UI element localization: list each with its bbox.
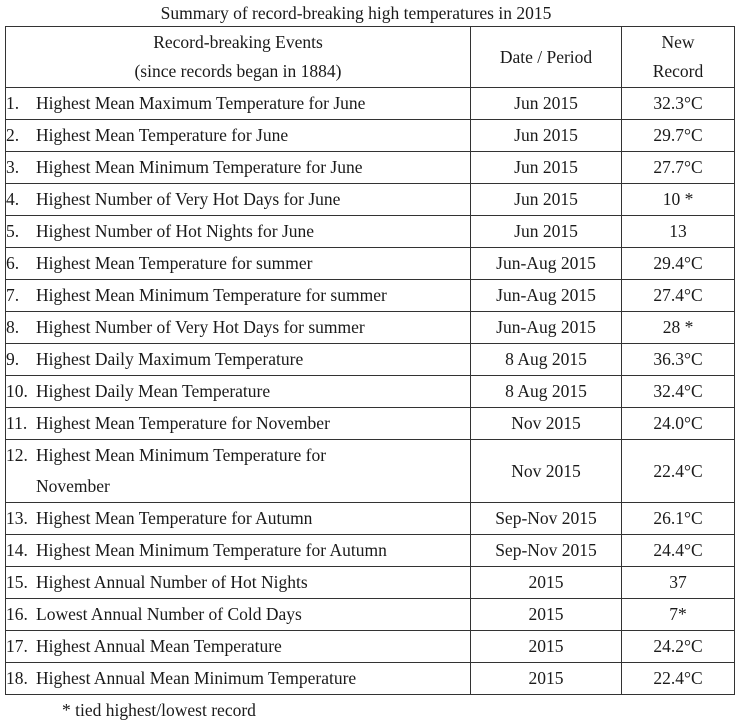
event-cell xyxy=(6,440,471,503)
date-cell: 2015 xyxy=(471,599,622,631)
event-cell xyxy=(6,376,471,408)
record-cell: 22.4°C xyxy=(622,663,735,695)
record-cell: 32.4°C xyxy=(622,376,735,408)
event-label: Highest Annual Mean Minimum Temperature xyxy=(36,668,357,688)
event-cell xyxy=(6,312,471,344)
row-number: 6. xyxy=(6,253,20,273)
row-number: 10. xyxy=(6,381,28,401)
event-cell xyxy=(6,503,471,535)
date-cell: Jun-Aug 2015 xyxy=(471,248,622,280)
event-label: Highest Mean Minimum Temperature for summer xyxy=(36,285,387,305)
event-label: Highest Mean Temperature for summer xyxy=(36,253,313,273)
record-cell: 13 xyxy=(622,216,735,248)
footnote: * tied highest/lowest record xyxy=(62,700,256,720)
date-cell: Nov 2015 xyxy=(471,440,622,503)
row-number: 7. xyxy=(6,285,20,305)
table-row xyxy=(6,408,735,440)
event-cell xyxy=(6,344,471,376)
table-row xyxy=(6,663,735,695)
header-events xyxy=(6,27,471,88)
record-cell: 27.7°C xyxy=(622,152,735,184)
record-cell: 36.3°C xyxy=(622,344,735,376)
record-cell: 24.4°C xyxy=(622,535,735,567)
table-row xyxy=(6,440,735,503)
event-cell xyxy=(6,408,471,440)
record-cell: 27.4°C xyxy=(622,280,735,312)
table-row xyxy=(6,184,735,216)
record-cell: 29.4°C xyxy=(622,248,735,280)
row-number: 13. xyxy=(6,508,28,528)
record-cell: 37 xyxy=(622,567,735,599)
date-cell: 2015 xyxy=(471,663,622,695)
records-table xyxy=(5,26,735,695)
row-number: 17. xyxy=(6,636,28,656)
row-number: 4. xyxy=(6,189,20,209)
date-cell: 8 Aug 2015 xyxy=(471,344,622,376)
event-label: Highest Mean Temperature for Autumn xyxy=(36,508,313,528)
event-cell xyxy=(6,248,471,280)
record-cell: 7* xyxy=(622,599,735,631)
row-number: 3. xyxy=(6,157,20,177)
event-label: Highest Mean Minimum Temperature for November xyxy=(36,445,327,496)
event-cell xyxy=(6,120,471,152)
row-number: 1. xyxy=(6,93,20,113)
date-cell: Jun 2015 xyxy=(471,184,622,216)
date-cell: Sep-Nov 2015 xyxy=(471,503,622,535)
table-row xyxy=(6,599,735,631)
event-cell xyxy=(6,663,471,695)
table-row xyxy=(6,88,735,120)
event-label: Highest Mean Maximum Temperature for June xyxy=(36,93,366,113)
event-label: Highest Mean Minimum Temperature for Autumn xyxy=(36,540,387,560)
date-cell: Nov 2015 xyxy=(471,408,622,440)
table-row xyxy=(6,216,735,248)
row-number: 11. xyxy=(6,413,28,433)
event-cell xyxy=(6,88,471,120)
row-number: 5. xyxy=(6,221,20,241)
table-row xyxy=(6,312,735,344)
event-label: Highest Mean Minimum Temperature for June xyxy=(36,157,363,177)
row-number: 15. xyxy=(6,572,28,592)
event-label: Highest Daily Maximum Temperature xyxy=(36,349,304,369)
event-cell xyxy=(6,216,471,248)
event-cell xyxy=(6,599,471,631)
header-record-line2: Record xyxy=(652,61,704,81)
record-cell: 26.1°C xyxy=(622,503,735,535)
table-row xyxy=(6,152,735,184)
row-number: 8. xyxy=(6,317,20,337)
event-cell xyxy=(6,535,471,567)
table-row xyxy=(6,631,735,663)
date-cell: Jun-Aug 2015 xyxy=(471,312,622,344)
table-row xyxy=(6,120,735,152)
record-cell: 22.4°C xyxy=(622,440,735,503)
row-number: 9. xyxy=(6,349,20,369)
event-label: Highest Annual Mean Temperature xyxy=(36,636,282,656)
table-row xyxy=(6,567,735,599)
table-row xyxy=(6,344,735,376)
date-cell: Jun 2015 xyxy=(471,152,622,184)
row-number: 12. xyxy=(6,445,28,465)
event-label: Highest Mean Temperature for November xyxy=(36,413,330,433)
date-cell: 2015 xyxy=(471,631,622,663)
header-events-line1: Record-breaking Events xyxy=(153,32,323,52)
table-row xyxy=(6,535,735,567)
event-cell xyxy=(6,631,471,663)
event-label: Highest Number of Very Hot Days for June xyxy=(36,189,341,209)
header-record xyxy=(622,27,735,88)
event-label: Lowest Annual Number of Cold Days xyxy=(36,604,302,624)
table-row xyxy=(6,503,735,535)
header-date: Date / Period xyxy=(471,27,622,88)
event-cell xyxy=(6,280,471,312)
record-cell: 24.0°C xyxy=(622,408,735,440)
date-cell: Jun-Aug 2015 xyxy=(471,280,622,312)
record-cell: 28 * xyxy=(622,312,735,344)
table-body xyxy=(6,88,735,695)
date-cell: Jun 2015 xyxy=(471,216,622,248)
date-cell: 8 Aug 2015 xyxy=(471,376,622,408)
event-label: Highest Annual Number of Hot Nights xyxy=(36,572,308,592)
table-caption: Summary of record-breaking high temperatures in 2015 xyxy=(160,3,552,23)
row-number: 16. xyxy=(6,604,28,624)
date-cell: Sep-Nov 2015 xyxy=(471,535,622,567)
record-cell: 10 * xyxy=(622,184,735,216)
date-cell: Jun 2015 xyxy=(471,120,622,152)
event-label: Highest Mean Temperature for June xyxy=(36,125,289,145)
event-label: Highest Number of Hot Nights for June xyxy=(36,221,315,241)
table-header-row xyxy=(6,27,735,88)
record-cell: 32.3°C xyxy=(622,88,735,120)
event-label: Highest Daily Mean Temperature xyxy=(36,381,271,401)
date-cell: Jun 2015 xyxy=(471,88,622,120)
event-label: Highest Number of Very Hot Days for summer xyxy=(36,317,365,337)
row-number: 2. xyxy=(6,125,20,145)
record-cell: 24.2°C xyxy=(622,631,735,663)
header-events-line2: (since records began in 1884) xyxy=(134,61,342,81)
table-row xyxy=(6,280,735,312)
table-row xyxy=(6,376,735,408)
event-cell xyxy=(6,567,471,599)
event-cell xyxy=(6,152,471,184)
date-cell: 2015 xyxy=(471,567,622,599)
row-number: 14. xyxy=(6,540,28,560)
event-cell xyxy=(6,184,471,216)
header-record-line1: New xyxy=(661,32,695,52)
record-cell: 29.7°C xyxy=(622,120,735,152)
row-number: 18. xyxy=(6,668,28,688)
table-row xyxy=(6,248,735,280)
